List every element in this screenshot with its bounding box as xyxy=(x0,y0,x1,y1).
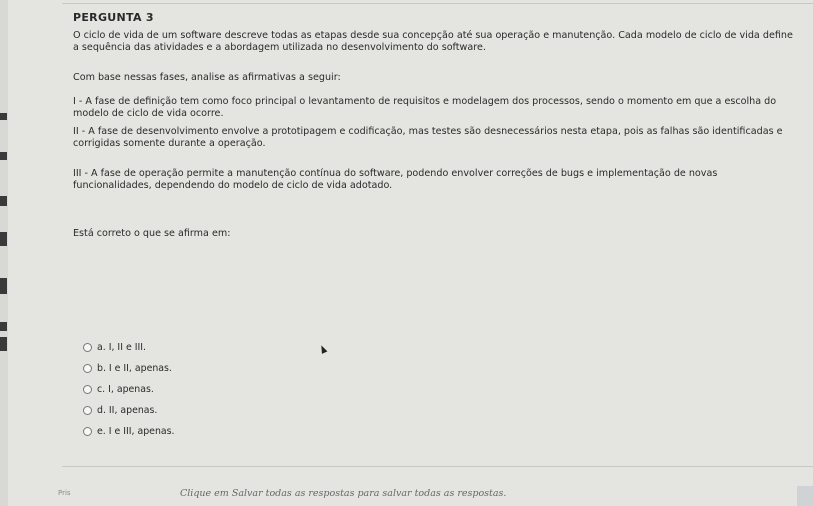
option-d[interactable] xyxy=(83,400,175,421)
edge-marker xyxy=(0,322,7,331)
question-prompt: Com base nessas fases, analise as afirmativas a seguir: xyxy=(73,72,341,83)
edge-marker xyxy=(0,113,7,120)
radio-button[interactable] xyxy=(83,385,92,394)
edge-marker xyxy=(0,278,7,294)
radio-button[interactable] xyxy=(83,364,92,373)
edge-marker xyxy=(0,196,7,206)
question-intro: O ciclo de vida de um software descreve todas as etapas desde sua concepção até sua operação e manutenção. Cada modelo de ciclo de vida define a sequência das atividades e a abordagem utilizada no desenvolvimento do software. xyxy=(73,30,793,53)
option-label: b. I e II, apenas. xyxy=(97,363,172,374)
save-instructions: Clique em Salvar todas as respostas para salvar todas as respostas. xyxy=(180,488,507,499)
option-label: a. I, II e III. xyxy=(97,342,146,353)
radio-button[interactable] xyxy=(83,406,92,415)
edge-marker xyxy=(0,337,7,351)
footer-left-text: Pris xyxy=(58,489,71,497)
edge-marker xyxy=(0,152,7,160)
statement-1: I - A fase de definição tem como foco principal o levantamento de requisitos e modelagem dos processos, sendo o momento em que a escolha do modelo de ciclo de vida ocorre. xyxy=(73,96,777,119)
answer-options xyxy=(83,337,175,442)
option-c[interactable] xyxy=(83,379,175,400)
option-e[interactable] xyxy=(83,421,175,442)
footer-button[interactable] xyxy=(797,486,813,506)
option-label: e. I e III, apenas. xyxy=(97,426,175,437)
statement-2: II - A fase de desenvolvimento envolve a prototipagem e codificação, mas testes são desnecessários nesta etapa, pois as falhas são identificadas e corrigidas somente durante a operação. xyxy=(73,126,783,149)
option-label: d. II, apenas. xyxy=(97,405,158,416)
option-label: c. I, apenas. xyxy=(97,384,154,395)
radio-button[interactable] xyxy=(83,427,92,436)
question-title: PERGUNTA 3 xyxy=(73,11,154,24)
statement-3: III - A fase de operação permite a manutenção contínua do software, podendo envolver correções de bugs e implementação de novas funcionalidades, dependendo do modelo de ciclo de vida adotado. xyxy=(73,168,718,191)
option-b[interactable] xyxy=(83,358,175,379)
left-edge-strip xyxy=(0,0,8,506)
question-ask: Está correto o que se afirma em: xyxy=(73,228,231,239)
bottom-divider xyxy=(62,466,813,467)
mouse-pointer-icon xyxy=(319,344,328,354)
edge-marker xyxy=(0,232,7,246)
option-a[interactable] xyxy=(83,337,175,358)
top-divider xyxy=(62,3,813,4)
radio-button[interactable] xyxy=(83,343,92,352)
